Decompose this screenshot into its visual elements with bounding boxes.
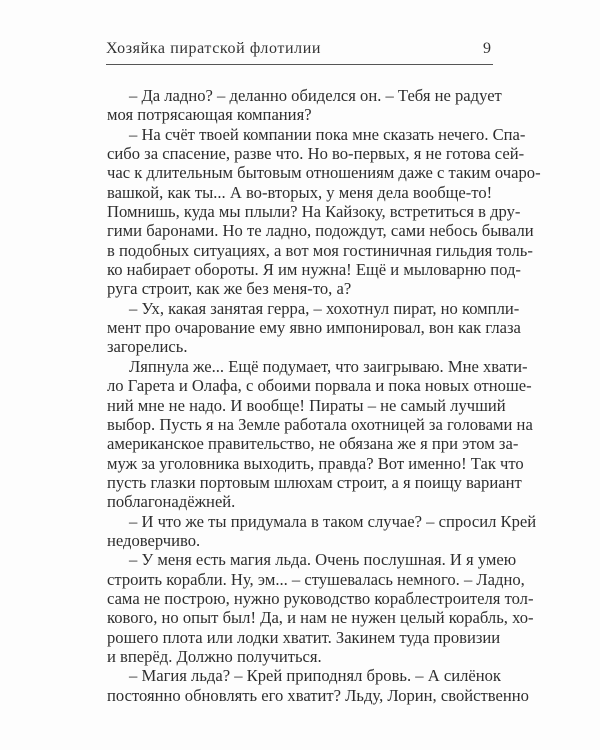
text-line: – Магия льда? – Крей приподнял бровь. – А силёнок (129, 666, 501, 686)
text-line: недоверчиво. (107, 530, 201, 550)
paragraph (107, 298, 521, 357)
text-line: рошего плота или лодки хватит. Закинем туда провизии (107, 627, 501, 647)
text-line: ний мне не надо. И вообще! Пираты – не самый лучший (107, 395, 506, 415)
text-line: Ляпнула же... Ещё подумает, что заигрываю. Мне хвати- (129, 356, 528, 376)
text-line: в подобных ситуациях, а вот моя гостиничная гильдия толь- (107, 240, 533, 260)
text-line: выбор. Пусть я на Земле работала охотницей за головами на (107, 414, 533, 434)
text-line: – И что же ты придумала в таком случае? – спросил Крей (129, 511, 537, 531)
text-line: руга строит, как же без меня-то, а? (107, 279, 352, 299)
page-body-text (107, 86, 541, 705)
text-line: сибо за спасение, разве что. Но во-первых, я не готова сей- (107, 144, 525, 164)
text-line: постоянно обновлять его хватит? Льду, Лорин, свойственно (107, 685, 529, 705)
text-line: – Да ладно? – деланно обиделся он. – Тебя не радует (129, 86, 502, 105)
text-line: вашкой, как ты... А во-вторых, у меня дела вообще-то! (107, 182, 493, 202)
text-line: американское правительство, не обязана же я при этом за- (107, 434, 519, 454)
text-line: моя потрясающая компания? (107, 105, 312, 125)
text-line: – На счёт твоей компании пока мне сказать нечего. Спа- (129, 124, 526, 144)
paragraph (107, 86, 502, 125)
page-number: 9 (483, 40, 491, 57)
text-line: пусть глазки портовым шлюхам строит, а я поищу вариант (107, 472, 522, 492)
text-line: – Ух, какая занятая герра, – хохотнул пират, но компли- (129, 298, 520, 318)
text-line: – У меня есть магия льда. Очень послушная. И я умею (129, 550, 517, 570)
paragraph (107, 124, 541, 299)
paragraph (107, 550, 534, 666)
paragraph (107, 356, 533, 512)
paragraph (107, 511, 537, 551)
paragraph (107, 666, 529, 705)
text-line: поблагонадёжней. (107, 492, 236, 512)
text-line: загорелись. (107, 337, 188, 357)
text-line: сама не построю, нужно руководство кораблестроителя тол- (107, 588, 534, 608)
text-line: ко набирает обороты. Я им нужна! Ещё и мыловарню под- (107, 260, 521, 280)
text-line: Помнишь, куда мы плыли? На Кайзоку, встретиться в дру- (107, 202, 521, 222)
text-line: строить корабли. Ну, эм... – стушевалась немного. – Ладно, (107, 569, 525, 589)
running-header (106, 38, 493, 65)
book-title: Хозяйка пиратской флотилии (106, 40, 322, 57)
text-line: мент про очарование ему явно импонировал, вон как глаза (107, 318, 521, 338)
text-line: кового, но опыт был! Да, и нам не нужен целый корабль, хо- (107, 608, 534, 628)
text-line: гими баронами. Но те ладно, подождут, сами небось бывали (107, 221, 534, 241)
text-line: час к длительным бытовым отношениям даже с таким очаро- (107, 163, 541, 183)
text-line: и вперёд. Должно получиться. (107, 646, 322, 666)
text-line: ло Гарета и Олафа, с обоими порвала и пока новых отноше- (107, 376, 532, 396)
text-line: муж за уголовника выходить, правда? Вот именно! Так что (107, 453, 524, 473)
